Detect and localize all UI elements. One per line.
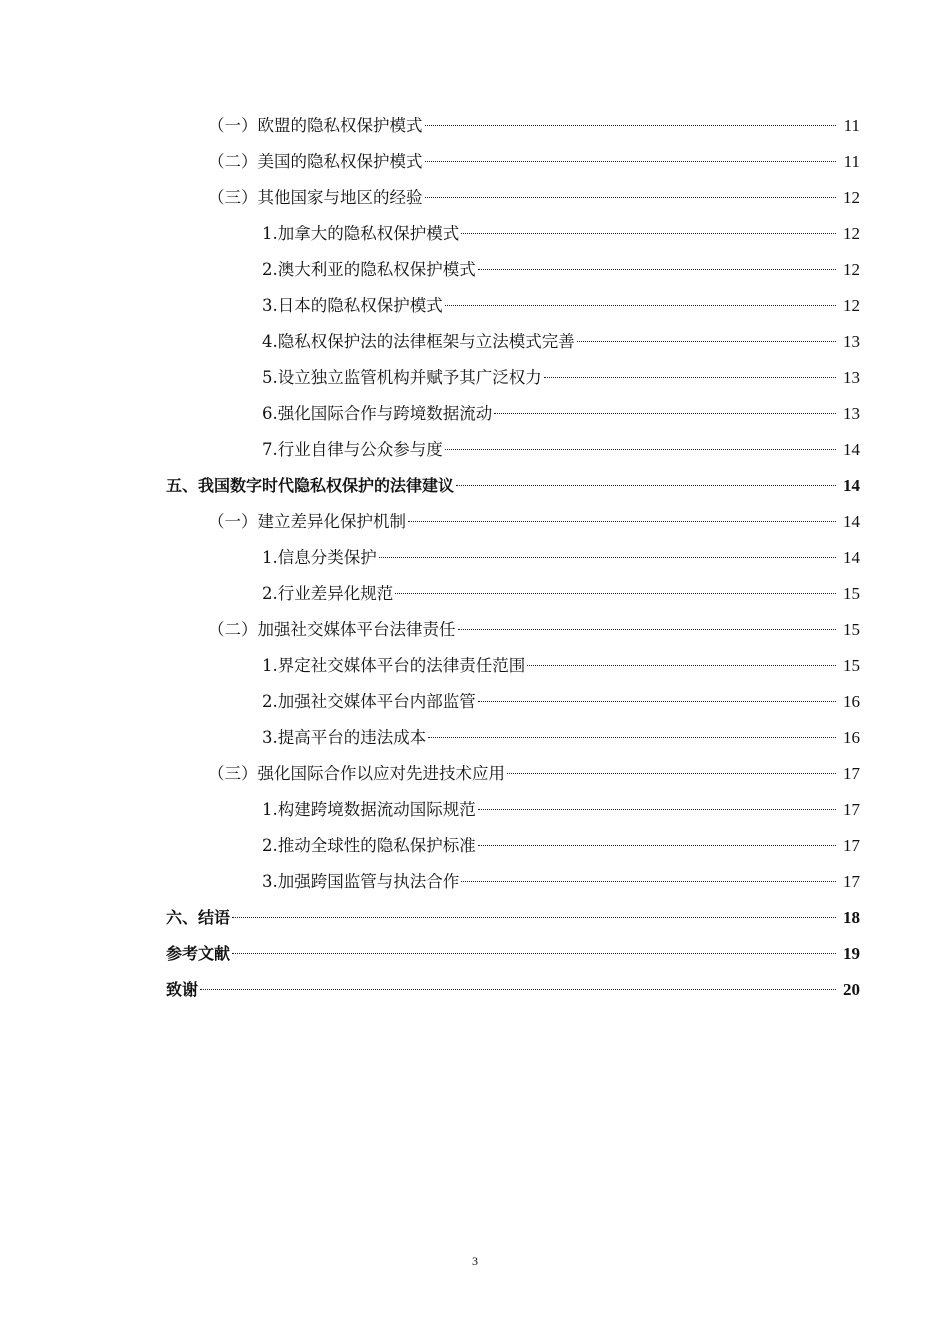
toc-entry-page: 17 [843, 872, 860, 891]
toc-entry-page: 20 [843, 980, 860, 999]
toc-entry[interactable] [0, 360, 950, 396]
toc-entry-label: （一）建立差异化保护机制 [208, 512, 406, 531]
toc-entry-page: 17 [843, 836, 860, 855]
toc-entry[interactable] [0, 396, 950, 432]
toc-entry-page: 14 [843, 512, 860, 531]
toc-entry[interactable] [0, 720, 950, 756]
toc-leader-dots [461, 232, 836, 234]
toc-leader-dots [445, 304, 836, 306]
toc-entry[interactable] [0, 468, 950, 504]
toc-entry[interactable] [0, 288, 950, 324]
toc-entry-page: 12 [843, 188, 860, 207]
toc-entry[interactable] [0, 504, 950, 540]
toc-entry[interactable] [0, 144, 950, 180]
toc-entry[interactable] [0, 216, 950, 252]
toc-entry-label: 6.强化国际合作与跨境数据流动 [262, 404, 493, 423]
toc-leader-dots [408, 520, 836, 522]
toc-leader-dots [478, 844, 836, 846]
toc-entry-page: 19 [843, 944, 860, 963]
toc-leader-dots [200, 988, 836, 990]
toc-entry-page: 15 [843, 584, 860, 603]
toc-entry-page: 17 [843, 764, 860, 783]
toc-leader-dots [507, 772, 836, 774]
toc-entry-label: 2.行业差异化规范 [262, 584, 394, 603]
toc-entry-label: 3.加强跨国监管与执法合作 [262, 872, 460, 891]
toc-entry-label: 1.信息分类保护 [262, 548, 377, 567]
toc-entry-page: 18 [843, 908, 860, 927]
toc-entry-label: 1.构建跨境数据流动国际规范 [262, 800, 476, 819]
toc-entry-page: 16 [843, 728, 860, 747]
toc-leader-dots [461, 880, 836, 882]
toc-entry-label: 3.提高平台的违法成本 [262, 728, 427, 747]
toc-entry-page: 13 [843, 368, 860, 387]
toc-leader-dots [456, 484, 836, 486]
toc-entry-label: 参考文献 [166, 944, 231, 963]
toc-leader-dots [379, 556, 836, 558]
toc-entry-label: （三）其他国家与地区的经验 [208, 188, 423, 207]
toc-entry[interactable] [0, 108, 950, 144]
toc-leader-dots [478, 700, 836, 702]
toc-entry-page: 16 [843, 692, 860, 711]
toc-entry[interactable] [0, 324, 950, 360]
toc-entry-label: 3.日本的隐私权保护模式 [262, 296, 443, 315]
toc-entry-page: 12 [843, 260, 860, 279]
toc-leader-dots [458, 628, 837, 630]
toc-entry[interactable] [0, 828, 950, 864]
toc-entry-page: 12 [843, 224, 860, 243]
toc-entry-label: 2.加强社交媒体平台内部监管 [262, 692, 476, 711]
toc-leader-dots [478, 808, 836, 810]
table-of-contents [0, 108, 950, 1008]
toc-entry-label: 致谢 [166, 980, 199, 999]
toc-entry[interactable] [0, 972, 950, 1008]
toc-entry-label: 2.推动全球性的隐私保护标准 [262, 836, 476, 855]
toc-entry[interactable] [0, 648, 950, 684]
toc-entry-page: 13 [843, 404, 860, 423]
toc-leader-dots [527, 664, 836, 666]
toc-entry-label: 五、我国数字时代隐私权保护的法律建议 [166, 476, 455, 495]
toc-entry-page: 11 [843, 116, 860, 135]
toc-entry-label: （三）强化国际合作以应对先进技术应用 [208, 764, 505, 783]
toc-entry[interactable] [0, 756, 950, 792]
toc-leader-dots [494, 412, 836, 414]
toc-leader-dots [544, 376, 836, 378]
toc-entry-label: （二）美国的隐私权保护模式 [208, 152, 423, 171]
toc-leader-dots [577, 340, 836, 342]
toc-entry-label: 2.澳大利亚的隐私权保护模式 [262, 260, 476, 279]
toc-entry[interactable] [0, 432, 950, 468]
toc-leader-dots [425, 196, 837, 198]
toc-leader-dots [425, 124, 837, 126]
toc-entry-label: （二）加强社交媒体平台法律责任 [208, 620, 456, 639]
toc-entry-page: 11 [843, 152, 860, 171]
toc-entry-page: 15 [843, 620, 860, 639]
toc-leader-dots [445, 448, 836, 450]
toc-entry-label: 1.加拿大的隐私权保护模式 [262, 224, 460, 243]
toc-entry[interactable] [0, 900, 950, 936]
toc-entry-label: 1.界定社交媒体平台的法律责任范围 [262, 656, 526, 675]
toc-entry-page: 14 [843, 476, 860, 495]
toc-entry-label: 7.行业自律与公众参与度 [262, 440, 443, 459]
toc-entry-page: 12 [843, 296, 860, 315]
toc-leader-dots [395, 592, 836, 594]
toc-entry[interactable] [0, 864, 950, 900]
toc-entry[interactable] [0, 936, 950, 972]
toc-entry-label: （一）欧盟的隐私权保护模式 [208, 116, 423, 135]
toc-entry-label: 六、结语 [166, 908, 231, 927]
toc-entry[interactable] [0, 792, 950, 828]
toc-entry[interactable] [0, 576, 950, 612]
toc-entry-page: 17 [843, 800, 860, 819]
toc-entry-label: 5.设立独立监管机构并赋予其广泛权力 [262, 368, 542, 387]
toc-entry-page: 14 [843, 548, 860, 567]
toc-leader-dots [478, 268, 836, 270]
toc-entry-page: 15 [843, 656, 860, 675]
toc-entry[interactable] [0, 540, 950, 576]
toc-leader-dots [428, 736, 836, 738]
toc-leader-dots [425, 160, 837, 162]
toc-entry[interactable] [0, 684, 950, 720]
toc-entry-page: 13 [843, 332, 860, 351]
toc-entry-page: 14 [843, 440, 860, 459]
toc-entry[interactable] [0, 180, 950, 216]
toc-leader-dots [232, 916, 836, 918]
toc-entry[interactable] [0, 612, 950, 648]
toc-leader-dots [232, 952, 836, 954]
toc-entry[interactable] [0, 252, 950, 288]
toc-entry-label: 4.隐私权保护法的法律框架与立法模式完善 [262, 332, 575, 351]
page-number: 3 [472, 1254, 478, 1268]
